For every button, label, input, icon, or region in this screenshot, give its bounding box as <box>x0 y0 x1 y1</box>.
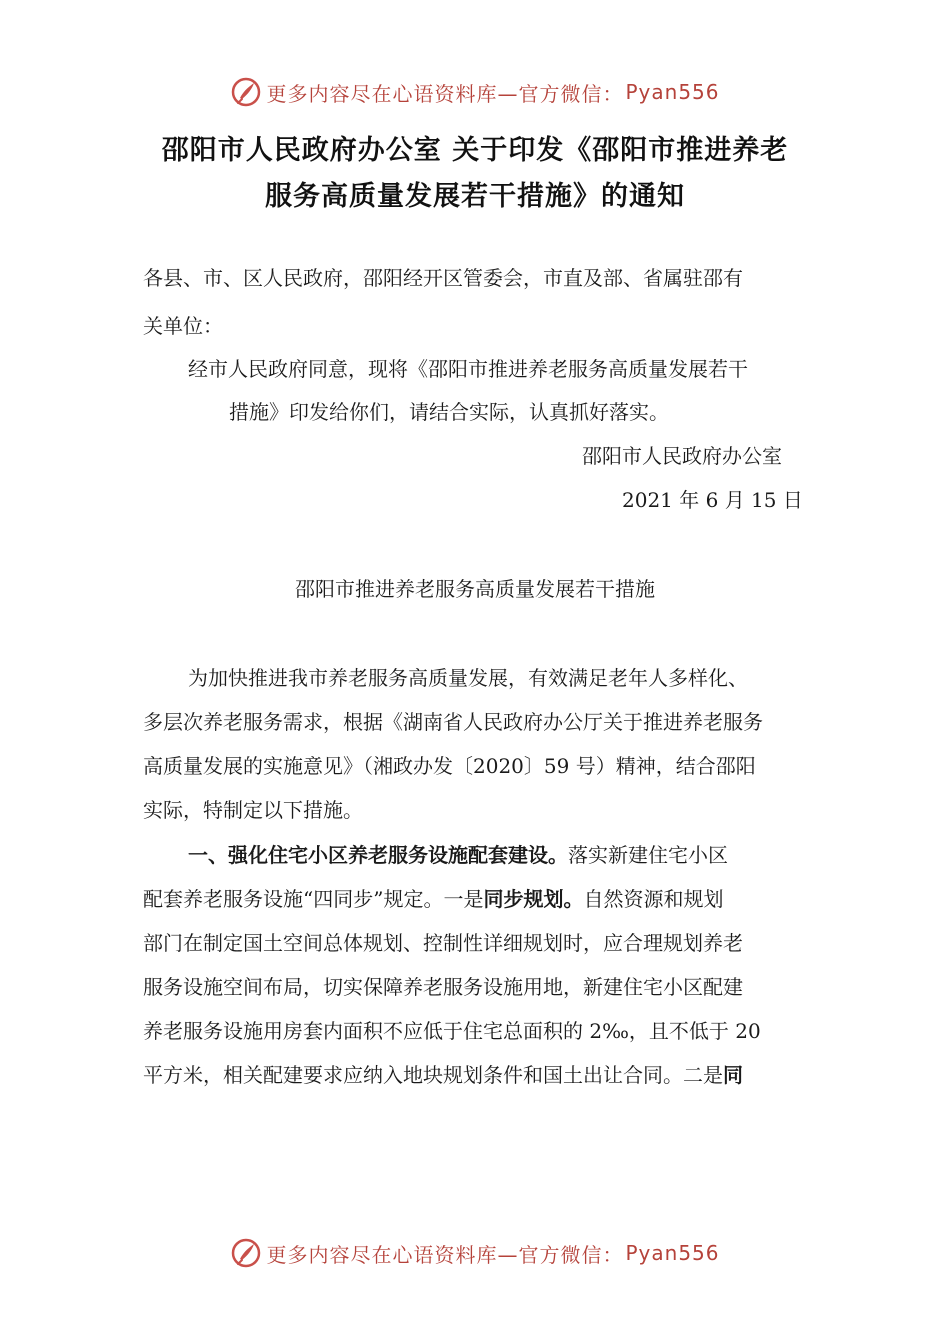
section1-line1-text: 落实新建住宅小区 <box>568 843 728 867</box>
section1-line5: 养老服务设施用房套内面积不应低于住宅总面积的 2‰，且不低于 20 <box>143 1019 761 1043</box>
section1-heading: 一、强化住宅小区养老服务设施配套建设。 <box>188 843 568 867</box>
section1-subheading-planning: 同步规划。 <box>483 887 584 911</box>
measures-title: 邵阳市推进养老服务高质量发展若干措施 <box>295 577 655 601</box>
section1-line3: 部门在制定国土空间总体规划、控制性详细规划时，应合理规划养老 <box>143 931 743 955</box>
banner-wechat-id: Pyan556 <box>625 80 720 104</box>
issuer-signature: 邵阳市人民政府办公室 <box>582 444 782 468</box>
section1-line1 <box>188 843 728 867</box>
recipients-line1: 各县、市、区人民政府，邵阳经开区管委会，市直及部、省属驻邵有 <box>143 266 743 290</box>
issue-date: 2021 年 6 月 15 日 <box>622 488 803 512</box>
section1-line2-text-a: 配套养老服务设施“四同步”规定。一是 <box>143 887 484 911</box>
notice-body-line1: 经市人民政府同意，现将《邵阳市推进养老服务高质量发展若干 <box>188 357 748 381</box>
quill-logo-icon <box>230 76 262 108</box>
section1-line4: 服务设施空间布局，切实保障养老服务设施用地，新建住宅小区配建 <box>143 975 743 999</box>
quill-logo-icon <box>230 1237 262 1269</box>
section1-line6-text: 平方米，相关配建要求应纳入地块规划条件和国土出让合同。二是 <box>143 1063 723 1087</box>
section1-line2-text-b: 自然资源和规划 <box>583 887 724 911</box>
recipients-line2: 关单位： <box>143 314 223 338</box>
document-title-line2: 服务高质量发展若干措施》的通知 <box>265 181 685 212</box>
banner-wechat-id: Pyan556 <box>625 1241 720 1265</box>
intro-line: 实际，特制定以下措施。 <box>143 798 363 822</box>
intro-line: 多层次养老服务需求，根据《湖南省人民政府办公厅关于推进养老服务 <box>143 710 763 734</box>
section1-line6 <box>143 1063 743 1087</box>
document-title-line1: 邵阳市人民政府办公室 关于印发《邵阳市推进养老 <box>161 135 789 166</box>
watermark-banner-bottom <box>0 1233 950 1273</box>
banner-text: 更多内容尽在心语资料库—官方微信： <box>266 81 624 106</box>
section1-line2 <box>143 887 723 911</box>
banner-text: 更多内容尽在心语资料库—官方微信： <box>266 1242 624 1267</box>
intro-line: 为加快推进我市养老服务高质量发展，有效满足老年人多样化、 <box>188 666 748 690</box>
intro-line: 高质量发展的实施意见》（湘政办发〔2020〕59 号）精神，结合邵阳 <box>143 754 756 778</box>
section1-line6-bold: 同 <box>723 1063 743 1087</box>
watermark-banner-top <box>0 72 950 112</box>
notice-body-line2: 措施》印发给你们，请结合实际，认真抓好落实。 <box>229 400 669 424</box>
